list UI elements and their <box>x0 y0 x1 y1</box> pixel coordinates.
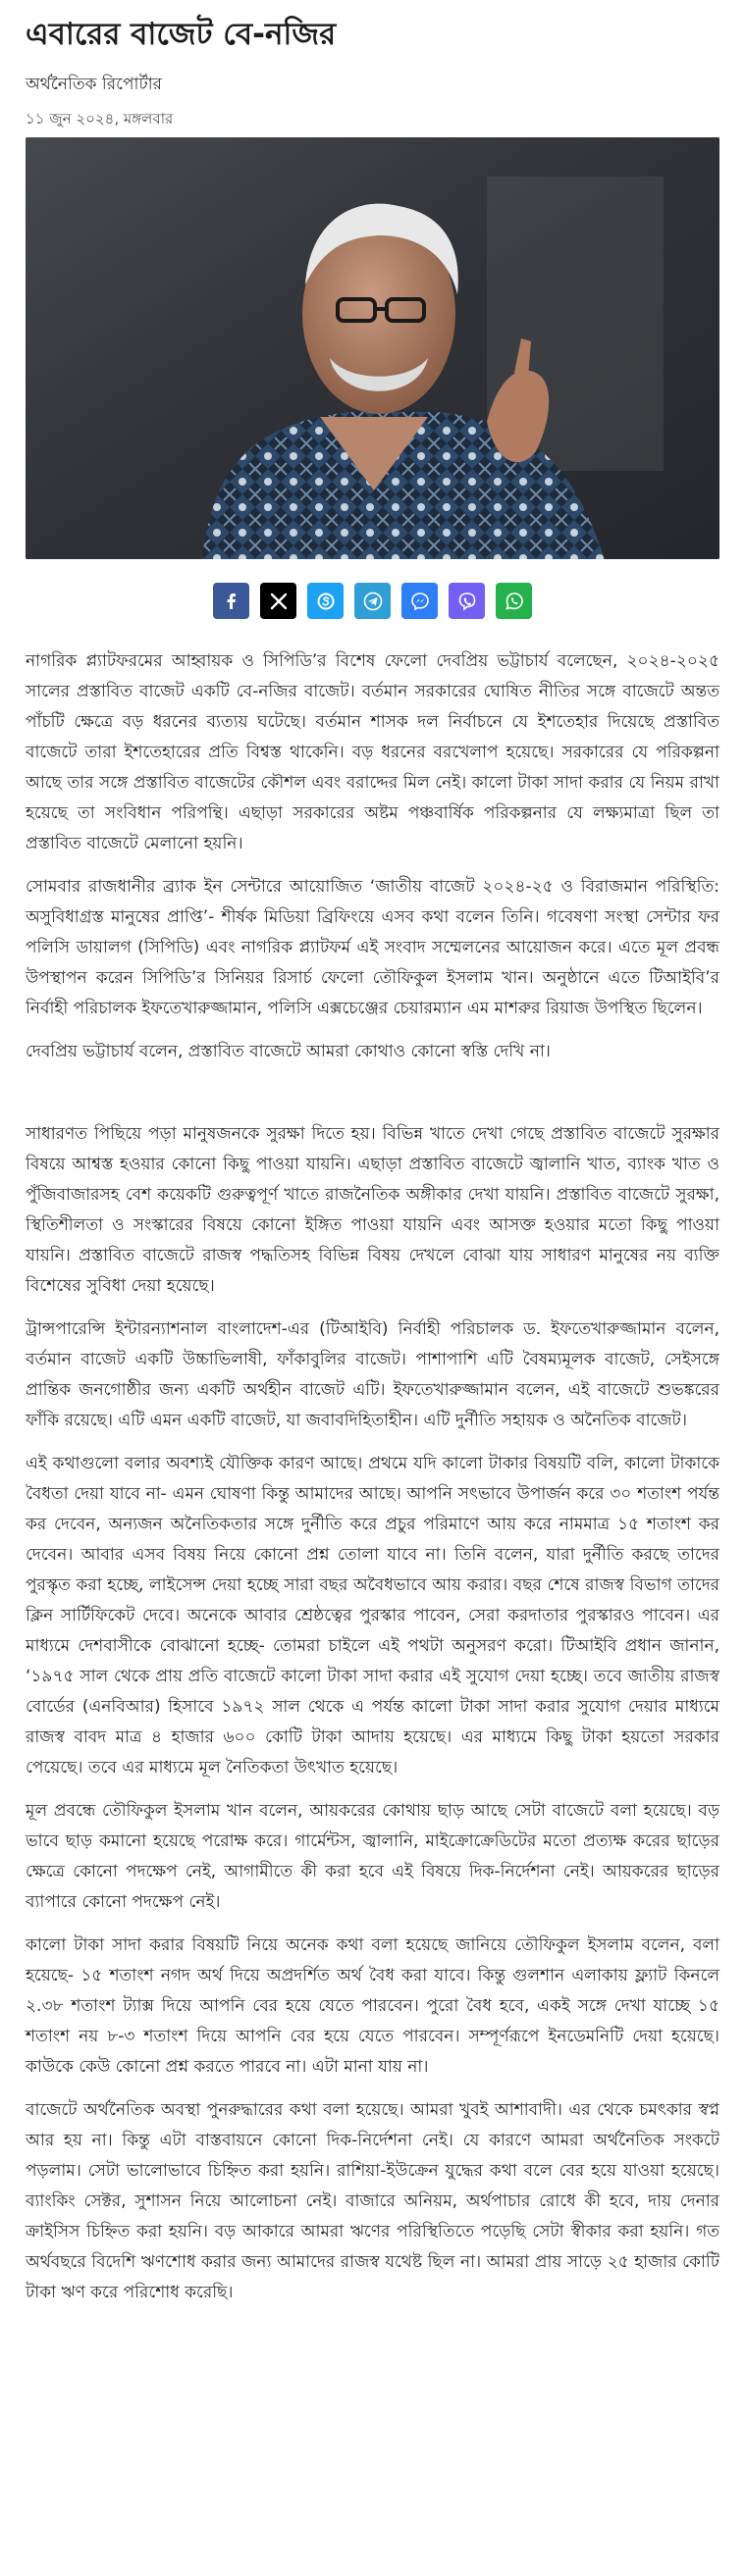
article-paragraph: দেবপ্রিয় ভট্টাচার্য বলেন, প্রস্তাবিত বাজেটে আমরা কোথাও কোনো স্বস্তি দেখি না। <box>26 1042 551 1061</box>
facebook-share-button[interactable] <box>213 583 249 619</box>
x-share-button[interactable] <box>260 583 296 619</box>
article-headline: এবারের বাজেট বে-নজির <box>26 17 337 52</box>
skype-share-button[interactable] <box>307 583 344 619</box>
article-paragraph: এই কথাগুলো বলার অবশ্যই যৌক্তিক কারণ আছে। প্রথমে যদি কালো টাকার বিষয়টি বলি, কালো টাকাকে বৈধতা দেয়া যাবে না- এমন ঘোষণা কিন্তু আমাদের আছে। আপনি সৎভাবে উপার্জন করে ৩০ শতাংশ পর্যন্ত কর দেবেন, অন্যজন অনৈতিকতার সঙ্গে দুর্নীতি করে প্রচুর পরিমাণে আয় করে নামমাত্র ১৫ শতাংশ কর দেবেন। আবার এসব বিষয় নিয়ে কোনো প্রশ্ন তোলা যাবে না। তিনি বলেন, যারা দুর্নীতি করছে তাদের পুরস্কৃত করা হচ্ছে, লাইসেন্স দেয়া হচ্ছে সারা বছর অবৈধভাবে আয় করার। বছর শেষে রাজস্ব বিভাগ তাদের ক্লিন সার্টিফিকেট দেবে। অনেকে আবার শ্রেষ্ঠত্বের পুরস্কার পাবেন, সেরা করদাতার পুরস্কারও পাবেন। এর মাধ্যমে দেশবাসীকে বোঝানো হচ্ছে- তোমরা চাইলে এই পথটা অনুসরণ করো। টিআইবি প্রধান জানান, ‘১৯৭৫ সাল থেকে প্রায় প্রতি বাজেটে কালো টাকা সাদা করার এই সুযোগ দেয়া হচ্ছে। তবে জাতীয় রাজস্ব বোর্ডের (এনবিআর) হিসাবে ১৯৭২ সাল থেকে এ পর্যন্ত কালো টাকা সাদা করার সুযোগ দেয়ার মাধ্যমে রাজস্ব বাবদ মাত্র ৪ হাজার ৬০০ কোটি টাকা আদায় হয়েছে। এর মাধ্যমে কিছু টাকা হয়তো সরকার পেয়েছে। তবে এর মাধ্যমে মূল নৈতিকতা উৎখাত হয়েছে। <box>26 1454 719 1777</box>
messenger-share-button[interactable] <box>401 583 438 619</box>
article-body <box>26 646 719 2308</box>
article-reporter: অর্থনৈতিক রিপোর্টার <box>26 75 162 94</box>
facebook-icon <box>223 592 240 610</box>
section-spacer <box>26 1080 719 1119</box>
whatsapp-share-button[interactable] <box>496 583 532 619</box>
telegram-share-button[interactable] <box>354 583 391 619</box>
article-paragraph: ট্রান্সপারেন্সি ইন্টারন্যাশনাল বাংলাদেশ-এর (টিআইবি) নির্বাহী পরিচালক ড. ইফতেখারুজ্জামান বলেন, বর্তমান বাজেট একটি উচ্চাভিলাষী, ফাঁকাবুলির বাজেট। পাশাপাশি এটি বৈষম্যমূলক বাজেট, সেইসঙ্গে প্রান্তিক জনগোষ্ঠীর জন্য একটি অর্থহীন বাজেট এটি। ইফতেখারুজ্জামান বলেন, এই বাজেটে শুভঙ্করের ফাঁকি রয়েছে। এটি এমন একটি বাজেট, যা জবাবদিহিতাহীন। এটি দুর্নীতি সহায়ক ও অনৈতিক বাজেট। <box>26 1319 719 1430</box>
messenger-icon <box>410 592 430 611</box>
article-paragraph: সাধারণত পিছিয়ে পড়া মানুষজনকে সুরক্ষা দিতে হয়। বিভিন্ন খাতে দেখা গেছে প্রস্তাবিত বাজেটে সুরক্ষার বিষয়ে আশ্বস্ত হওয়ার কোনো কিছু পাওয়া যায়নি। এছাড়া প্রস্তাবিত বাজেটে জ্বালানি খাত, ব্যাংক খাত ও পুঁজিবাজারসহ বেশ কয়েকটি গুরুত্বপূর্ণ খাতে রাজনৈতিক অঙ্গীকার দেখা যায়নি। প্রস্তাবিত বাজেটে সুরক্ষা, স্থিতিশীলতা ও সংস্কারের বিষয়ে কোনো ইঙ্গিত পাওয়া যায়নি এবং আসক্ত হওয়ার মতো কিছু পাওয়া যায়নি। প্রস্তাবিত বাজেটে রাজস্ব পদ্ধতিসহ বিভিন্ন বিষয় দেখলে বোঝা যায় সাধারণ মানুষের নয় ব্যক্তি বিশেষের সুবিধা দেয়া হয়েছে। <box>26 1124 719 1296</box>
article-paragraph: কালো টাকা সাদা করার বিষয়টি নিয়ে অনেক কথা বলা হয়েছে জানিয়ে তৌফিকুল ইসলাম বলেন, বলা হয়েছে- ১৫ শতাংশ নগদ অর্থ দিয়ে অপ্রদর্শিত অর্থ বৈধ করা যাবে। কিন্তু গুলশান এলাকায় ফ্ল্যাট কিনলে ২.৩৮ শতাংশ ট্যাক্স দিয়ে আপনি বের হয়ে যেতে পারবেন। পুরো বৈধ হবে, একই সঙ্গে দেখা যাচ্ছে ১৫ শতাংশ নয় ৮-৩ শতাংশ দিয়ে আপনি বের হয়ে যেতে পারবেন। সম্পূর্ণরূপে ইনডেমনিটি দেয়া হয়েছে। কাউকে কেউ কোনো প্রশ্ন করতে পারবে না। এটা মানা যায় না। <box>26 1935 719 2077</box>
viber-share-button[interactable] <box>449 583 485 619</box>
viber-icon <box>457 592 477 611</box>
telegram-icon <box>363 592 383 611</box>
share-bar <box>26 583 719 619</box>
article-paragraph: নাগরিক প্ল্যাটফরমের আহ্বায়ক ও সিপিডি’র বিশেষ ফেলো দেবপ্রিয় ভট্টাচার্য বলেছেন, ২০২৪-২০২৫ সালের প্রস্তাবিত বাজেট একটি বে-নজির বাজেট। বর্তমান সরকারের ঘোষিত নীতির সঙ্গে বাজেটে অন্তত পাঁচটি ক্ষেত্রে বড় ধরনের ব্যত্যয় ঘটেছে। বর্তমান শাসক দল নির্বাচনে যে ইশতেহার দিয়েছে প্রস্তাবিত বাজেটে তারা ইশতেহারের প্রতি বিশ্বস্ত থাকেনি। বড় ধরনের বরখেলাপ হয়েছে। সরকারের যে পরিকল্পনা আছে তার সঙ্গে প্রস্তাবিত বাজেটের কৌশল এবং বরাদ্দের মিল নেই। কালো টাকা সাদা করার যে নিয়ম রাখা হয়েছে তা সংবিধান পরিপন্থি। এছাড়া সরকারের অষ্টম পঞ্চবার্ষিক পরিকল্পনার যে লক্ষ্যমাত্রা ছিল তা প্রস্তাবিত বাজেটে মেলানো হয়নি। <box>26 651 719 853</box>
skype-icon <box>316 592 336 611</box>
speaker-photo-illustration <box>26 137 719 559</box>
article-paragraph: মূল প্রবন্ধে তৌফিকুল ইসলাম খান বলেন, আয়করের কোথায় ছাড় আছে সেটা বাজেটে বলা হয়েছে। বড় ভাবে ছাড় কমানো হয়েছে পরোক্ষ করে। গার্মেন্টস, জ্বালানি, মাইক্রোক্রেডিটের মতো প্রত্যক্ষ করের ছাড়ের ক্ষেত্রে কোনো পদক্ষেপ নেই, আগামীতে কী করা হবে এই বিষয়ে দিক-নির্দেশনা নেই। আয়করের ছাড়ের ব্যাপারে কোনো পদক্ষেপ নেই। <box>26 1801 719 1912</box>
article-photo <box>26 137 719 559</box>
whatsapp-icon <box>505 592 524 611</box>
x-icon <box>270 592 288 610</box>
article-date: ১১ জুন ২০২৪, মঙ্গলবার <box>26 110 174 128</box>
article-paragraph: বাজেটে অর্থনৈতিক অবস্থা পুনরুদ্ধারের কথা বলা হয়েছে। আমরা খুবই আশাবাদী। এর থেকে চমৎকার স্বপ্ন আর হয় না। কিন্তু এটা বাস্তবায়নে কোনো দিক-নির্দেশনা নেই। যে কারণে আমরা অর্থনৈতিক সংকটে পড়লাম। সেটা ভালোভাবে চিহ্নিত করা হয়নি। রাশিয়া-ইউক্রেন যুদ্ধের কথা বলে বের হয়ে যাওয়া হয়েছে। ব্যাংকিং সেক্টর, সুশাসন নিয়ে আলোচনা নেই। বাজারে অনিয়ম, অর্থপাচার রোধে কী হবে, দায় দেনার ক্রাইসিস চিহ্নিত করা হয়নি। বড় আকারে আমরা ঋণের পরিস্থিতিতে পড়েছি সেটা স্বীকার করা হয়নি। গত অর্থবছরে বিদেশি ঋণশোধ করার জন্য আমাদের রাজস্ব যথেষ্ট ছিল না। আমরা প্রায় সাড়ে ২৫ হাজার কোটি টাকা ঋণ করে পরিশোধ করেছি। <box>26 2100 719 2302</box>
article-paragraph: সোমবার রাজধানীর ব্র্যাক ইন সেন্টারে আয়োজিত ‘জাতীয় বাজেট ২০২৪-২৫ ও বিরাজমান পরিস্থিতি: অসুবিধাগ্রস্ত মানুষের প্রাপ্তি’- শীর্ষক মিডিয়া ব্রিফিংয়ে এসব কথা বলেন তিনি। গবেষণা সংস্থা সেন্টার ফর পলিসি ডায়ালগ (সিপিডি) এবং নাগরিক প্ল্যাটফর্ম এই সংবাদ সম্মেলনের আয়োজন করে। এতে মূল প্রবন্ধ উপস্থাপন করেন সিপিডি’র সিনিয়র রিসার্চ ফেলো তৌফিকুল ইসলাম খান। অনুষ্ঠানে এতে টিআইবি’র নির্বাহী পরিচালক ইফতেখারুজ্জামান, পলিসি এক্সচেঞ্জের চেয়ারম্যান এম মাশরুর রিয়াজ উপস্থিত ছিলেন। <box>26 877 719 1018</box>
